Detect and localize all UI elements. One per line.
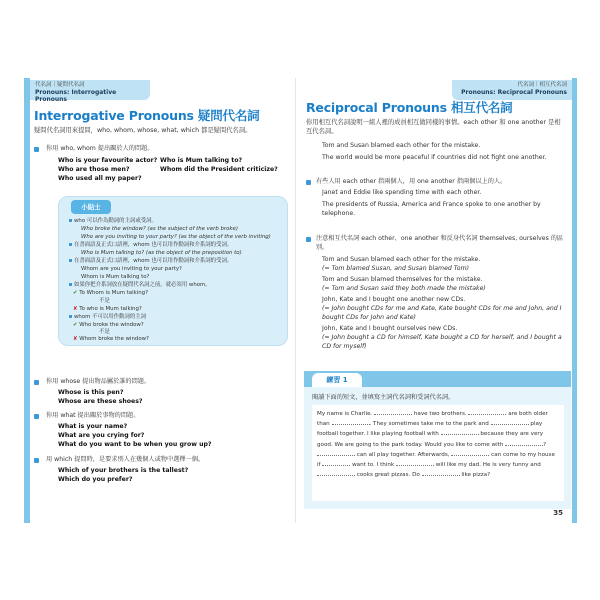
tips-line: 在書面語及正式口語裡，whom 也可以用作動詞和介系詞的受詞。	[69, 258, 232, 265]
example-line: The presidents of Russia, America and France spoke to one another by telephone.	[322, 201, 541, 217]
exercise-box	[304, 371, 571, 509]
section-which-text: 用 which 提問時，是要求別人在幾個人或物中選擇一個。	[46, 456, 205, 463]
answer-blank[interactable]	[317, 470, 355, 476]
tips-line: Whom is Mum talking to?	[81, 274, 150, 280]
answer-blank[interactable]	[322, 460, 350, 466]
chapter-tab-sub: 代名詞｜疑問代名詞	[35, 82, 85, 88]
bullet-icon	[34, 380, 39, 385]
example-line: What do you want to be when you grow up?	[58, 441, 212, 448]
left-page	[24, 78, 296, 523]
example-line: Tom and Susan blamed each other for the mistake.	[322, 256, 481, 263]
example-line: Janet and Eddie like spending time with each other.	[322, 189, 482, 196]
answer-blank[interactable]	[422, 470, 460, 476]
tips-line: Who is Mum talking to? (as the object of the preposition to)	[81, 250, 242, 256]
check-icon: ✔	[73, 290, 78, 296]
tips-line: 不是	[99, 298, 110, 304]
example-line: Who used all my paper?	[58, 175, 142, 182]
answer-blank[interactable]	[441, 429, 479, 435]
examples-who-b	[160, 156, 290, 174]
intro-text: 疑問代名詞用來提問，who, whom, whose, what, which 都是疑問代名詞。	[34, 127, 252, 134]
page-number: 35	[553, 509, 563, 517]
example-line: Which do you prefer?	[58, 476, 133, 483]
tips-line: whom 不可以用作動詞的主詞	[69, 314, 146, 321]
example-line: Tom and Susan blamed each other for the mistake.	[322, 142, 481, 149]
intro-text: 你用相互代名詞說明一組人裡的成員相互做同樣的事情。each other 和 one another 是相互代名詞。	[306, 119, 561, 135]
example-line: Whom did the President criticize?	[160, 166, 278, 173]
cross-icon: ✘	[73, 306, 78, 312]
tips-line: 如果你把介系詞放在疑問代名詞之前，就必須用 whom。	[69, 282, 211, 289]
example-explain: (= John bought a CD for himself, Kate bought a CD for herself, and I bought a CD for myself)	[322, 334, 562, 350]
example-line: What is your name?	[58, 423, 128, 430]
bullet-icon	[34, 147, 39, 152]
bullet-icon	[34, 414, 39, 419]
bullet-icon	[306, 237, 311, 242]
example-line: Whose are these shoes?	[58, 398, 143, 405]
example-line: Who is Mum talking to?	[160, 157, 243, 164]
answer-blank[interactable]	[468, 409, 506, 415]
page-heading: Reciprocal Pronouns 相互代名詞	[306, 100, 513, 115]
examples-each-other	[322, 188, 567, 218]
example-line: Who are those men?	[58, 166, 130, 173]
tips-line: ✘ Whom broke the window?	[73, 336, 149, 342]
bullet-icon	[34, 458, 39, 463]
chapter-tab-title: Pronouns: Interrogative Pronouns	[35, 89, 117, 103]
example-line: What are you crying for?	[58, 432, 145, 439]
examples-what	[58, 422, 212, 449]
example-explain: (= Tom blamed Susan, and Susan blamed Tom)	[322, 265, 470, 272]
answer-blank[interactable]	[317, 450, 355, 456]
example-explain: (= John bought CDs for me and Kate, Kate bought CDs for me and John, and I bought CDs for John and Kate)	[322, 305, 562, 321]
book-spread	[24, 78, 577, 523]
chapter-tab	[452, 80, 572, 100]
answer-blank[interactable]	[451, 450, 489, 456]
section-themselves-text: 注意相互代名詞 each other、one another 和反身代名詞 themselves, ourselves 的區別。	[316, 235, 564, 251]
examples-reciprocal	[322, 141, 567, 162]
page-edge-band	[572, 78, 577, 523]
example-line: The world would be more peaceful if countries did not fight one another.	[322, 154, 547, 161]
examples-which	[58, 466, 188, 484]
example-line: Whose is this pen?	[58, 389, 124, 396]
answer-blank[interactable]	[332, 419, 370, 425]
exercise-instruction: 閱讀下面的短文，並填寫主詞代名詞和受詞代名詞。	[312, 394, 455, 401]
examples-whose	[58, 388, 143, 406]
section-each-other-text: 有些人用 each other 指兩個人，用 one another 指兩個以上的人。	[316, 178, 507, 185]
tips-line: ✔ To Whom is Mum talking?	[73, 290, 148, 296]
answer-blank[interactable]	[374, 409, 412, 415]
answer-blank[interactable]	[396, 460, 434, 466]
tips-tag: 小貼士	[71, 200, 111, 214]
cross-icon: ✘	[73, 336, 78, 342]
tips-line: Who broke the window? (as the subject of the verb broke)	[81, 226, 238, 232]
chapter-tab-sub: 代名詞｜相互代名詞	[517, 82, 567, 88]
tips-box	[58, 196, 288, 346]
tips-line: ✘ To who is Mum talking?	[73, 306, 142, 312]
tips-line: Who are you inviting to your party? (as the object of the verb inviting)	[81, 234, 271, 240]
tips-line: 在書面語及正式口語裡，whom 也可以用作動詞和介系詞的受詞。	[69, 242, 232, 249]
exercise-tag: 練習 1	[312, 373, 362, 387]
examples-themselves	[322, 255, 570, 351]
section-who-text: 你用 who, whom 提出關於人的問題。	[46, 145, 154, 152]
chapter-tab	[30, 80, 150, 103]
page-heading: Interrogative Pronouns 疑問代名詞	[34, 108, 260, 123]
example-explain: (= Tom and Susan said they both made the mistake)	[322, 285, 486, 292]
right-page	[300, 78, 577, 523]
example-line: John, Kate and I bought ourselves new CDs.	[322, 325, 458, 332]
page-edge-band	[24, 78, 30, 523]
bullet-icon	[306, 180, 311, 185]
chapter-tab-title: Pronouns: Reciprocal Pronouns	[461, 89, 567, 96]
tips-line: Whom are you inviting to your party?	[81, 266, 182, 272]
tips-line: who 可以作為動詞的主詞或受詞。	[69, 218, 157, 225]
answer-blank[interactable]	[505, 440, 543, 446]
example-line: John, Kate and I bought one another new CDs.	[322, 296, 466, 303]
tips-line: 不是	[99, 329, 110, 335]
exercise-passage: My name is Charlie. have two brothers. are both older than . They sometimes take me to the park and play football together. I like playing football with because they are very good. We are going to the park today. Would you like to come with ? can all play together. Afterwards, can come to my house if want to. I think will like my dad. He is very funny and cooks great pizzas. Do like pizza?	[312, 405, 564, 501]
section-what-text: 你用 what 提出關於事物的問題。	[46, 412, 140, 419]
tips-line: ✔ Who broke the window?	[73, 322, 144, 328]
example-line: Who is your favourite actor?	[58, 157, 158, 164]
check-icon: ✔	[73, 322, 78, 328]
example-line: Which of your brothers is the tallest?	[58, 467, 189, 474]
section-whose-text: 你用 whose 提出物品屬於誰的問題。	[46, 378, 151, 385]
answer-blank[interactable]	[491, 419, 529, 425]
example-line: Tom and Susan blamed themselves for the mistake.	[322, 276, 483, 283]
